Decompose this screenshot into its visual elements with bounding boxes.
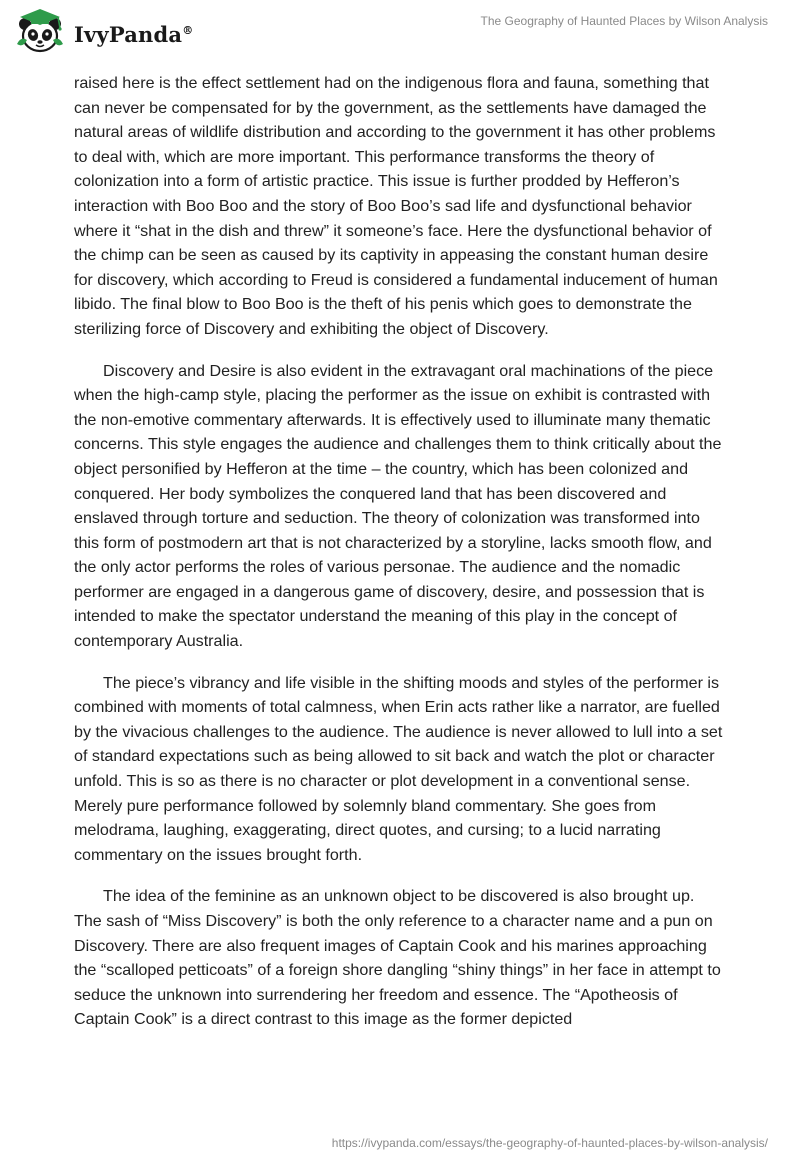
page-header [0, 0, 800, 66]
document-title: The Geography of Haunted Places by Wilson Analysis [480, 14, 768, 28]
ivypanda-logo[interactable] [14, 8, 193, 56]
source-url[interactable]: https://ivypanda.com/essays/the-geography-of-haunted-places-by-wilson-analysis/ [331, 1136, 768, 1150]
brand-name: IvyPanda® [74, 21, 194, 47]
registered-mark: ® [182, 23, 194, 37]
paragraph: The idea of the feminine as an unknown object to be discovered is also brought up. The sash of “Miss Discovery” is both the only reference to a character name and a pun on Discovery. There are also frequent images of Captain Cook and his marines approaching the “scalloped petticoats” of a foreign shore dangling “shiny things” in her face in attempt to seduce the unknown into surrendering her freedom and essence. The “Apotheosis of Captain Cook” is a direct contrast to this image as the former depicted [74, 887, 721, 1029]
paragraph: The piece’s vibrancy and life visible in the shifting moods and styles of the performer is combined with moments of total calmness, when Erin acts rather like a narrator, are fuelled by the vivacious challenges to the audience. The audience is never allowed to lull into a set of standard expectations such as being allowed to sit back and watch the plot or character unfold. This is so as there is no character or plot development in a conventional sense. Merely pure performance followed by solemnly bland commentary. She goes from melodrama, laughing, exaggerating, direct quotes, and cursing; to a lucid narrating commentary on the issues brought forth. [74, 673, 723, 864]
panda-mascot-icon [14, 8, 66, 56]
paragraph: raised here is the effect settlement had on the indigenous flora and fauna, something that can never be compensated for by the government, as the settlements have damaged the natural areas of wildlife distribution and according to the government it has other problems to deal with, which are more important. This performance transforms the theory of colonization into a form of artistic practice. This issue is further prodded by Hefferon’s interaction with Boo Boo and the story of Boo Boo’s sad life and dysfunctional behavior where it “shat in the dish and threw” it someone’s face. Here the dysfunctional behavior of the chimp can be seen as caused by its captivity in appeasing the constant human desire for discovery, which according to Freud is considered a fundamental inducement of human libido. The final blow to Boo Boo is the theft of his penis which goes to demonstrate the sterilizing force of Discovery and exhibiting the object of Discovery. [74, 74, 718, 338]
paragraph: Discovery and Desire is also evident in the extravagant oral machinations of the piece when the high-camp style, placing the performer as the issue on exhibit is contrasted with the non-emotive commentary afterwards. It is effectively used to illuminate many thematic concerns. This style engages the audience and challenges them to think critically about the object personified by Hefferon at the time – the country, which has been colonized and conquered. Her body symbolizes the conquered land that has been discovered and enslaved through torture and seduction. The theory of colonization was transformed into this form of postmodern art that is not characterized by a storyline, lacks smooth flow, and the only actor performs the roles of various personae. The audience and the nomadic performer are engaged in a dangerous game of discovery, desire, and possession that is intended to make the spectator understand the meaning of this play in the concept of contemporary Australia. [74, 361, 722, 651]
essay-body [74, 71, 726, 1049]
